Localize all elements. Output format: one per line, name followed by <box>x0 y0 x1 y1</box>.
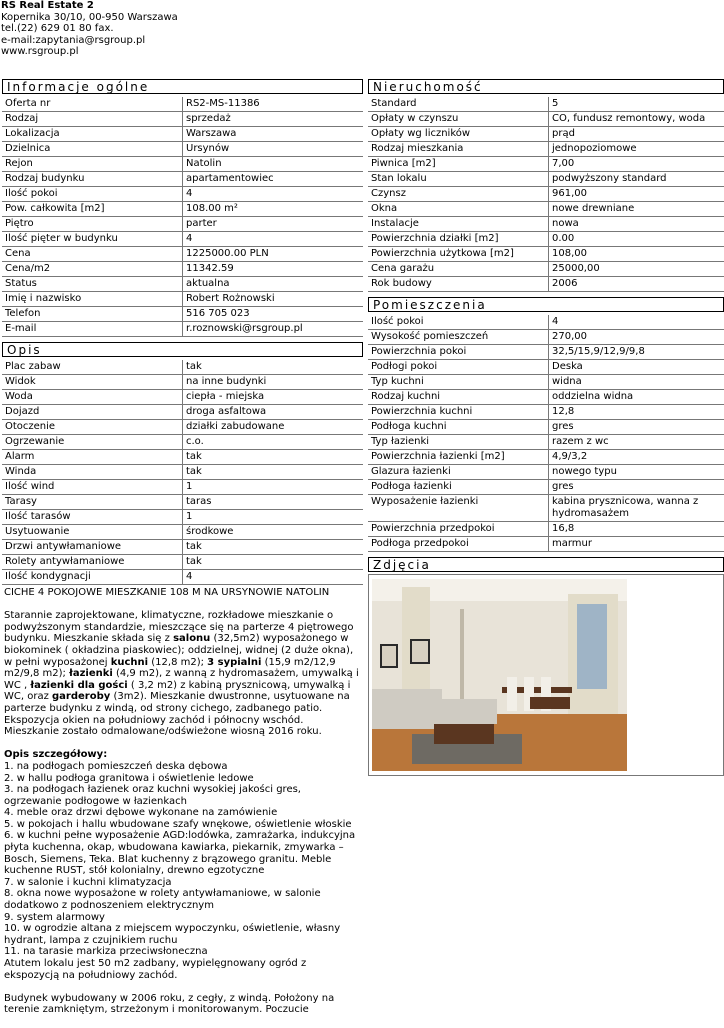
general-value: apartamentowiec <box>183 172 364 187</box>
opis-row <box>2 465 363 480</box>
rooms-value: razem z wc <box>549 435 724 450</box>
rooms-label: Ilość pokoi <box>368 315 549 330</box>
opis-value: tak <box>183 450 364 465</box>
opis-value: działki zabudowane <box>183 420 364 435</box>
property-row <box>368 232 724 247</box>
property-label: Czynsz <box>368 187 549 202</box>
rooms-label: Powierzchnia kuchni <box>368 405 549 420</box>
property-value: podwyższony standard <box>549 172 724 187</box>
opis-label: Ilość tarasów <box>2 510 183 525</box>
details-item: 6. w kuchni pełne wyposażenie AGD:lodówka, zamrażarka, indukcyjna płyta kuchenna, okap, wbudowana kawiarka, piekarnik, zmywarka – Bosch, Siemens, Teka. Blat kuchenny z brązowego granitu. Meble kuchenne RUST, stół kolonialny, drewno egzotyczne <box>4 830 360 876</box>
rooms-label: Wyposażenie łazienki <box>368 495 549 522</box>
rooms-value: kabina prysznicowa, wanna z hydromasażem <box>549 495 724 522</box>
photo-picture-4 <box>412 641 428 662</box>
company-website: www.rsgroup.pl <box>1 46 178 58</box>
property-label: Standard <box>368 97 549 112</box>
opis-label: Winda <box>2 465 183 480</box>
details-item: 8. okna nowe wyposażone w rolety antywłamaniowe, w salonie dodatkowo z podnoszeniem elektrycznym <box>4 888 360 911</box>
property-row <box>368 172 724 187</box>
opis-row <box>2 495 363 510</box>
property-row <box>368 112 724 127</box>
property-value: CO, fundusz remontowy, woda <box>549 112 724 127</box>
opis-value: 1 <box>183 510 364 525</box>
property-value: 108,00 <box>549 247 724 262</box>
opis-row <box>2 435 363 450</box>
opis-value: droga asfaltowa <box>183 405 364 420</box>
property-row <box>368 127 724 142</box>
general-value: 4 <box>183 187 364 202</box>
rooms-row <box>368 495 724 522</box>
general-label: Lokalizacja <box>2 127 183 142</box>
general-value: r.roznowski@rsgroup.pl <box>183 322 364 337</box>
property-row <box>368 97 724 112</box>
photo-frame <box>368 574 724 776</box>
opis-value: taras <box>183 495 364 510</box>
rooms-label: Glazura łazienki <box>368 465 549 480</box>
general-row <box>2 292 363 307</box>
rooms-value: marmur <box>549 537 724 552</box>
opis-value: 4 <box>183 570 364 585</box>
general-value: parter <box>183 217 364 232</box>
general-row <box>2 307 363 322</box>
general-label: Rejon <box>2 157 183 172</box>
opis-value: tak <box>183 360 364 375</box>
details-item: 5. w pokojach i hallu wbudowane szafy wnękowe, oświetlenie włoskie <box>4 819 360 831</box>
general-row <box>2 247 363 262</box>
photo-lamp <box>460 609 464 699</box>
property-label: Opłaty w czynszu <box>368 112 549 127</box>
general-value: Warszawa <box>183 127 364 142</box>
property-value: 7,00 <box>549 157 724 172</box>
rooms-value: nowego typu <box>549 465 724 480</box>
property-row <box>368 217 724 232</box>
rooms-value: 32,5/15,9/12,9/9,8 <box>549 345 724 360</box>
property-value: 5 <box>549 97 724 112</box>
opis-label: Otoczenie <box>2 420 183 435</box>
details-item: Atutem lokalu jest 50 m2 zadbany, wypielęgnowany ogród z ekspozycją na południowy zachód. <box>4 958 360 981</box>
general-label: Pow. całkowita [m2] <box>2 202 183 217</box>
property-value: 25000,00 <box>549 262 724 277</box>
general-row <box>2 277 363 292</box>
photo-sideboard <box>530 697 570 709</box>
rooms-row <box>368 405 724 420</box>
general-label: Dzielnica <box>2 142 183 157</box>
rooms-row <box>368 435 724 450</box>
photo-window <box>577 604 607 689</box>
general-row <box>2 202 363 217</box>
opis-label: Ogrzewanie <box>2 435 183 450</box>
property-row <box>368 142 724 157</box>
rooms-label: Typ łazienki <box>368 435 549 450</box>
opis-row <box>2 555 363 570</box>
general-value: aktualna <box>183 277 364 292</box>
general-value: 4 <box>183 232 364 247</box>
photo-sofa-seat <box>432 699 497 724</box>
photo-sofa-back <box>372 689 442 729</box>
property-label: Powierzchnia użytkowa [m2] <box>368 247 549 262</box>
details-item: 4. meble oraz drzwi dębowe wykonane na zamówienie <box>4 807 360 819</box>
details-item: 1. na podłogach pomieszczeń deska dębowa <box>4 761 360 773</box>
property-row <box>368 247 724 262</box>
opis-value: c.o. <box>183 435 364 450</box>
property-row <box>368 277 724 292</box>
property-value: jednopoziomowe <box>549 142 724 157</box>
general-row <box>2 217 363 232</box>
rooms-row <box>368 360 724 375</box>
details-item: 7. w salonie i kuchni klimatyzacja <box>4 877 360 889</box>
description <box>2 585 362 1016</box>
living-room-photo-icon[interactable] <box>372 579 627 771</box>
opis-row <box>2 375 363 390</box>
rooms-row <box>368 480 724 495</box>
rooms-label: Podłoga łazienki <box>368 480 549 495</box>
property-label: Rok budowy <box>368 277 549 292</box>
property-row <box>368 187 724 202</box>
company-address: Kopernika 30/10, 00-950 Warszawa <box>1 12 178 24</box>
general-label: Ilość pokoi <box>2 187 183 202</box>
details-item: 11. na tarasie markiza przeciwsłoneczna <box>4 946 360 958</box>
property-row <box>368 202 724 217</box>
general-label: Ilość pięter w budynku <box>2 232 183 247</box>
photo-picture-2 <box>382 646 396 666</box>
opis-row <box>2 360 363 375</box>
rooms-label: Podłogi pokoi <box>368 360 549 375</box>
general-label: Imię i nazwisko <box>2 292 183 307</box>
general-row <box>2 127 363 142</box>
general-row <box>2 322 363 337</box>
details-item: 3. na podłogach łazienek oraz kuchni wysokiej jakości gres, ogrzewanie podłogowe w łazienkach <box>4 784 360 807</box>
details-title: Opis szczegółowy: <box>4 749 107 760</box>
rooms-value: 4 <box>549 315 724 330</box>
general-value: 516 705 023 <box>183 307 364 322</box>
company-phone: tel.(22) 629 01 80 fax. <box>1 23 178 35</box>
opis-label: Plac zabaw <box>2 360 183 375</box>
rooms-value: gres <box>549 480 724 495</box>
property-table <box>368 97 724 292</box>
section-title-photos: Zdjęcia <box>368 557 724 572</box>
rooms-label: Wysokość pomieszczeń <box>368 330 549 345</box>
rooms-value: 270,00 <box>549 330 724 345</box>
general-row <box>2 97 363 112</box>
opis-value: tak <box>183 465 364 480</box>
general-row <box>2 232 363 247</box>
rooms-label: Powierzchnia łazienki [m2] <box>368 450 549 465</box>
property-value: 2006 <box>549 277 724 292</box>
general-value: 11342.59 <box>183 262 364 277</box>
general-label: Cena <box>2 247 183 262</box>
opis-value: tak <box>183 540 364 555</box>
rooms-label: Rodzaj kuchni <box>368 390 549 405</box>
description-paragraph: Starannie zaprojektowane, klimatyczne, rozkładowe mieszkanie o podwyższonym standardzie, mieszczące się na parterze 4 piętrowego budynku. Mieszkanie składa się z salonu (32,5m2) wyposażonego w biokominek ( okładzina piaskowiec); oddzielnej, widnej (2 duże okna), w pełni wyposażonej kuchni (12,8 m2); 3 sypialni (15,9 m2/12,9 m2/9,8 m2); łazienki (4,9 m2), z wanną z hydromasażem, umywalką i WC , łazienki dla gości ( 3,2 m2) z kabiną prysznicową, umywalką i WC, oraz garderoby (3m2). Mieszkanie dwustronne, usytuowane na parterze budynku z windą, od strony cichego, zadbanego patio. Ekspozycja okien na południowy zachód i północny wschód. Mieszkanie zostało odmalowane/odświeżone wiosną 2016 roku. <box>4 610 360 738</box>
opis-label: Alarm <box>2 450 183 465</box>
property-value: nowe drewniane <box>549 202 724 217</box>
opis-value: ciepła - miejska <box>183 390 364 405</box>
opis-row <box>2 510 363 525</box>
opis-row <box>2 480 363 495</box>
opis-label: Usytuowanie <box>2 525 183 540</box>
rooms-label: Powierzchnia pokoi <box>368 345 549 360</box>
rooms-label: Podłoga kuchni <box>368 420 549 435</box>
opis-row <box>2 450 363 465</box>
opis-row <box>2 390 363 405</box>
property-label: Cena garażu <box>368 262 549 277</box>
opis-row <box>2 540 363 555</box>
opis-value: na inne budynki <box>183 375 364 390</box>
general-label: E-mail <box>2 322 183 337</box>
rooms-row <box>368 330 724 345</box>
rooms-row <box>368 465 724 480</box>
opis-label: Rolety antywłamaniowe <box>2 555 183 570</box>
company-email: e-mail:zapytania@rsgroup.pl <box>1 35 178 47</box>
section-title-general: Informacje ogólne <box>2 79 363 94</box>
details-item: 10. w ogrodzie altana z miejscem wypoczynku, oświetlenie, własny hydrant, lampa z czujnikiem ruchu <box>4 923 360 946</box>
rooms-value: 4,9/3,2 <box>549 450 724 465</box>
rooms-label: Powierzchnia przedpokoi <box>368 522 549 537</box>
rooms-row <box>368 537 724 552</box>
rooms-row <box>368 390 724 405</box>
opis-value: 1 <box>183 480 364 495</box>
general-label: Oferta nr <box>2 97 183 112</box>
right-column <box>368 79 724 776</box>
rooms-value: 12,8 <box>549 405 724 420</box>
opis-label: Dojazd <box>2 405 183 420</box>
rooms-value: 16,8 <box>549 522 724 537</box>
property-value: 0.00 <box>549 232 724 247</box>
rooms-row <box>368 375 724 390</box>
property-row <box>368 157 724 172</box>
opis-label: Tarasy <box>2 495 183 510</box>
general-row <box>2 112 363 127</box>
general-row <box>2 157 363 172</box>
property-label: Opłaty wg liczników <box>368 127 549 142</box>
property-label: Stan lokalu <box>368 172 549 187</box>
opis-table <box>2 360 363 585</box>
description-title: CICHE 4 POKOJOWE MIESZKANIE 108 M NA URSYNOWIE NATOLIN <box>4 587 360 599</box>
rooms-row <box>368 522 724 537</box>
general-value: RS2-MS-11386 <box>183 97 364 112</box>
section-title-opis: Opis <box>2 342 363 357</box>
rooms-row <box>368 420 724 435</box>
general-value: 1225000.00 PLN <box>183 247 364 262</box>
rooms-label: Typ kuchni <box>368 375 549 390</box>
general-value: Natolin <box>183 157 364 172</box>
general-value: Robert Rożnowski <box>183 292 364 307</box>
rooms-row <box>368 345 724 360</box>
rooms-value: oddzielna widna <box>549 390 724 405</box>
general-value: Ursynów <box>183 142 364 157</box>
opis-label: Ilość wind <box>2 480 183 495</box>
left-column <box>2 79 363 1028</box>
opis-label: Ilość kondygnacji <box>2 570 183 585</box>
rooms-value: gres <box>549 420 724 435</box>
general-row <box>2 187 363 202</box>
company-name: RS Real Estate 2 <box>1 0 178 12</box>
general-label: Rodzaj <box>2 112 183 127</box>
property-label: Piwnica [m2] <box>368 157 549 172</box>
general-label: Cena/m2 <box>2 262 183 277</box>
general-label: Telefon <box>2 307 183 322</box>
general-row <box>2 142 363 157</box>
rooms-row <box>368 450 724 465</box>
property-label: Okna <box>368 202 549 217</box>
opis-value: tak <box>183 555 364 570</box>
rooms-table <box>368 315 724 552</box>
general-label: Status <box>2 277 183 292</box>
photo-chair-1 <box>507 677 517 711</box>
rooms-value: widna <box>549 375 724 390</box>
opis-label: Drzwi antywłamaniowe <box>2 540 183 555</box>
photo-coffee-table <box>434 724 494 744</box>
details-list <box>4 761 360 981</box>
rooms-row <box>368 315 724 330</box>
general-info-table <box>2 97 363 337</box>
section-title-property: Nieruchomość <box>368 79 724 94</box>
general-row <box>2 172 363 187</box>
property-value: nowa <box>549 217 724 232</box>
building-paragraph: Budynek wybudowany w 2006 roku, z cegły, z windą. Położony na terenie zamkniętym, strzeżonym i monitorowanym. Poczucie <box>4 993 360 1016</box>
opis-row <box>2 525 363 540</box>
opis-value: środkowe <box>183 525 364 540</box>
section-title-rooms: Pomieszczenia <box>368 297 724 312</box>
property-label: Powierzchnia działki [m2] <box>368 232 549 247</box>
property-value: prąd <box>549 127 724 142</box>
opis-label: Widok <box>2 375 183 390</box>
property-label: Rodzaj mieszkania <box>368 142 549 157</box>
property-value: 961,00 <box>549 187 724 202</box>
property-row <box>368 262 724 277</box>
general-label: Piętro <box>2 217 183 232</box>
opis-row <box>2 570 363 585</box>
general-label: Rodzaj budynku <box>2 172 183 187</box>
opis-label: Woda <box>2 390 183 405</box>
property-label: Instalacje <box>368 217 549 232</box>
rooms-label: Podłoga przedpokoi <box>368 537 549 552</box>
general-value: 108.00 m² <box>183 202 364 217</box>
general-value: sprzedaż <box>183 112 364 127</box>
opis-row <box>2 420 363 435</box>
agency-header <box>1 0 178 58</box>
details-item: 9. system alarmowy <box>4 912 360 924</box>
opis-row <box>2 405 363 420</box>
details-item: 2. w hallu podłoga granitowa i oświetlenie ledowe <box>4 773 360 785</box>
general-row <box>2 262 363 277</box>
rooms-value: Deska <box>549 360 724 375</box>
